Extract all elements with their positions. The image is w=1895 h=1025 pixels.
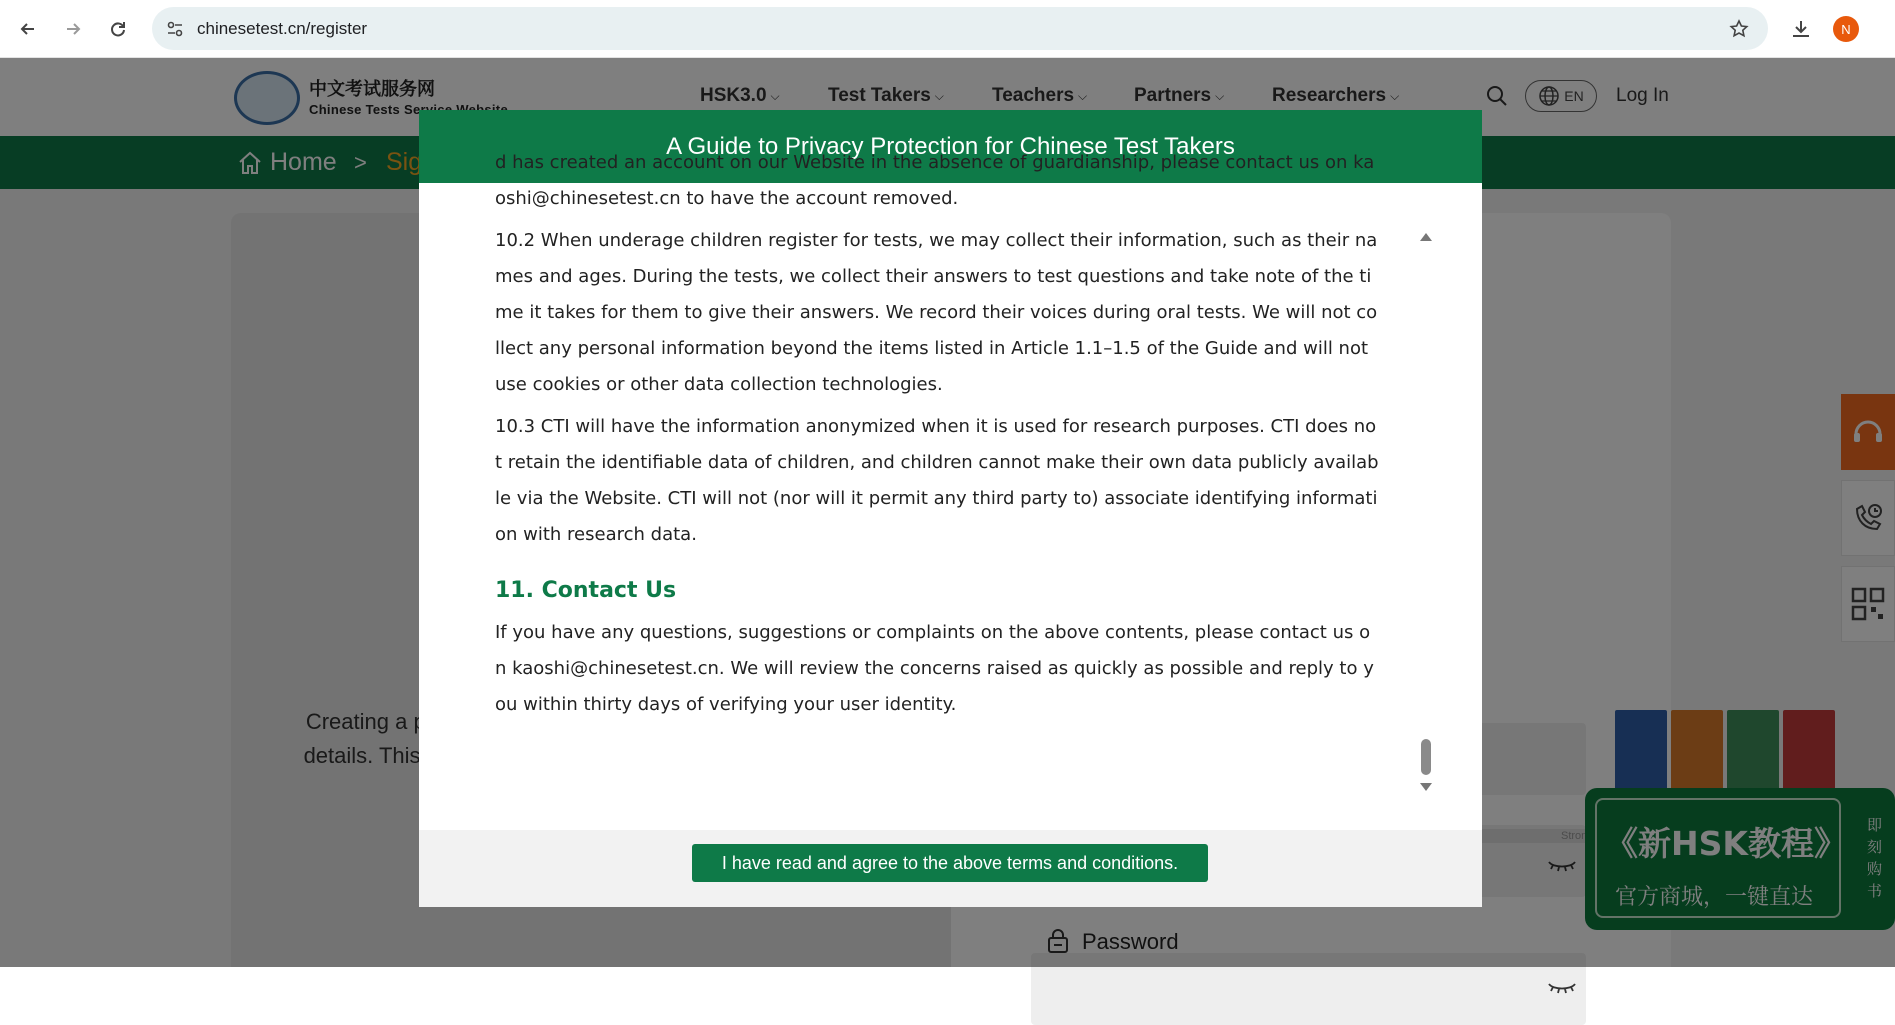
scroll-up-arrow-icon[interactable]	[1420, 233, 1432, 241]
download-icon[interactable]	[1786, 14, 1816, 44]
modal-content	[495, 145, 1381, 729]
forward-button[interactable]	[57, 13, 89, 45]
profile-avatar[interactable]: N	[1833, 16, 1859, 42]
section-heading: 11. Contact Us	[495, 578, 677, 603]
site-info-icon[interactable]	[164, 18, 186, 40]
bookmark-star-icon[interactable]	[1726, 16, 1752, 42]
scroll-down-arrow-icon[interactable]	[1420, 783, 1432, 791]
privacy-paragraph: 10.2 When underage children register for tests, we may collect their information, such as their names and ages. During the tests, we collect their answers to test questions and take note of the time it takes for them to give their answers. We record their voices during oral tests. We will not collect any personal information beyond the items listed in Article 1.1–1.5 of the Guide and will not use cookies or other data collection technologies.	[495, 230, 1378, 395]
privacy-paragraph: d has created an account on our Website in the absence of guardianship, please contact us on kaoshi@chinesetest.cn to have the account removed.	[495, 152, 1375, 209]
agree-button[interactable]: I have read and agree to the above terms and conditions.	[692, 844, 1208, 882]
modal-footer	[419, 830, 1482, 907]
address-bar[interactable]	[152, 7, 1768, 50]
privacy-guide-modal	[419, 110, 1482, 907]
reload-button[interactable]	[102, 13, 134, 45]
privacy-paragraph: 10.3 CTI will have the information anonymized when it is used for research purposes. CTI does not retain the identifiable data of children, and children cannot make their own data publicly available via the Website. CTI will not (nor will it permit any third party to) associate identifying information with research data.	[495, 416, 1379, 545]
privacy-paragraph: If you have any questions, suggestions or complaints on the above contents, please contact us on kaoshi@chinesetest.cn. We will review the concerns raised as quickly as possible and reply to you within thirty days of verifying your user identity.	[495, 622, 1374, 715]
modal-title: A Guide to Privacy Protection for Chinese Test Takers	[419, 110, 1482, 183]
url-text[interactable]: chinesetest.cn/register	[197, 19, 368, 38]
reload-icon	[108, 19, 128, 39]
back-button[interactable]	[12, 13, 44, 45]
eye-closed-icon[interactable]	[1547, 980, 1577, 996]
modal-body[interactable]	[419, 152, 1482, 830]
arrow-right-icon	[63, 19, 83, 39]
browser-toolbar	[0, 0, 1895, 58]
arrow-left-icon	[18, 19, 38, 39]
scrollbar-thumb[interactable]	[1421, 739, 1431, 775]
scrollbar[interactable]	[1418, 233, 1434, 793]
